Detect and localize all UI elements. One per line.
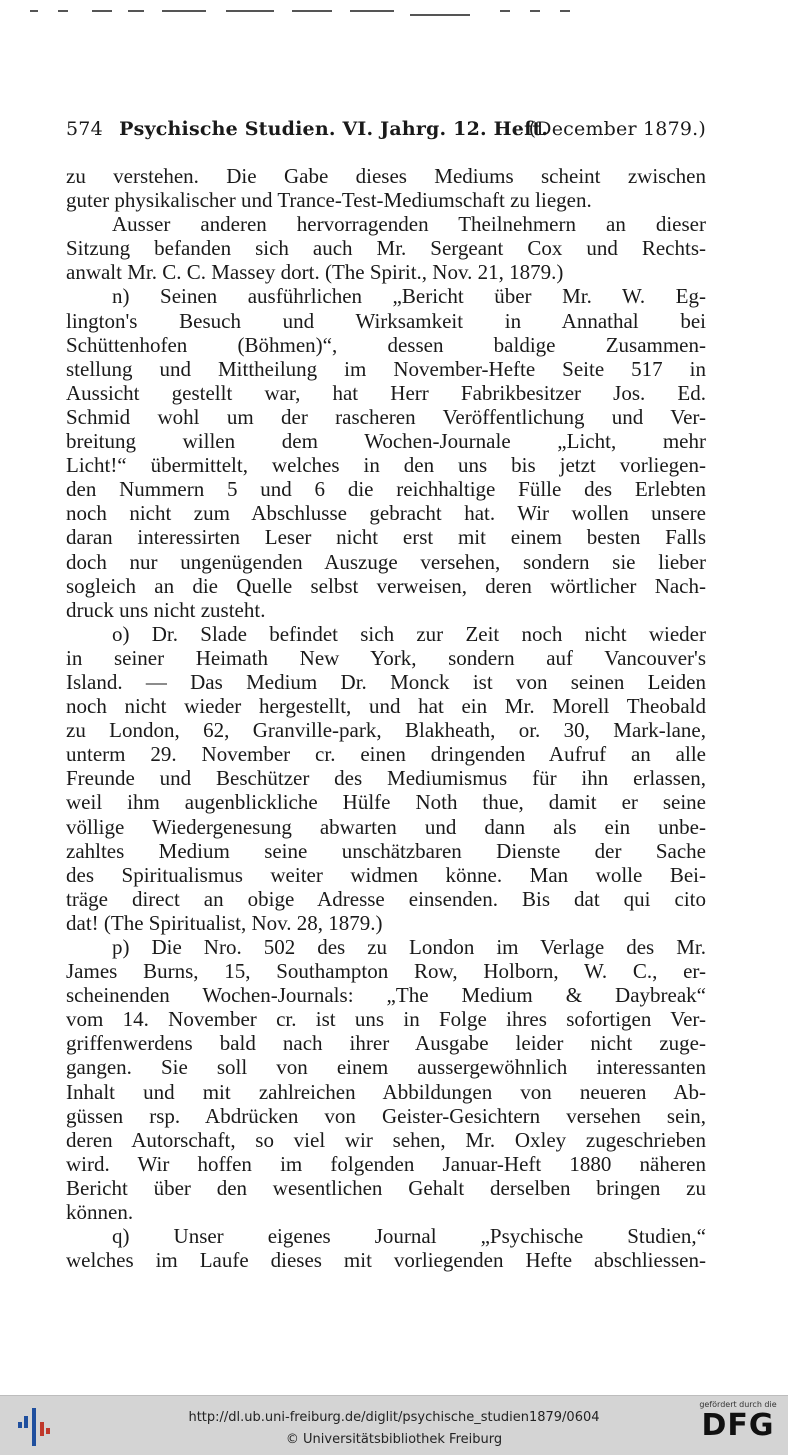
text-line: zu verstehen. Die Gabe dieses Mediums scheint zwischen (66, 164, 706, 188)
text-line: weil ihm augenblickliche Hülfe Noth thue, damit er seine (66, 790, 706, 815)
text-line: noch nicht wieder hergestellt, und hat ein Mr. Morell Theobald (66, 694, 706, 719)
text-line: doch nur ungenügenden Auszuge versehen, sondern sie lieber (66, 549, 706, 574)
text-line: träge direct an obige Adresse einsenden. Bis dat qui cito (66, 886, 706, 911)
text-line: daran interessirten Leser nicht erst mit einem besten Falls (66, 525, 706, 550)
text-line: dat! (The Spiritualist, Nov. 28, 1879.) (66, 910, 383, 935)
text-line: o) Dr. Slade befindet sich zur Zeit noch nicht wieder (112, 621, 706, 646)
text-line: lington's Besuch und Wirksamkeit in Annathal bei (66, 308, 706, 333)
text-line: des Spiritualismus weiter widmen könne. Man wolle Bei- (66, 862, 706, 887)
text-line: p) Die Nro. 502 des zu London im Verlage des Mr. (112, 935, 706, 959)
text-line: druck uns nicht zusteht. (66, 597, 266, 622)
dfg-logo-icon: DFG (701, 1408, 775, 1443)
running-head-title: Psychische Studien. VI. Jahrg. 12. Heft. (119, 118, 549, 140)
text-line: noch nicht zum Abschlusse gebracht hat. Wir wollen unsere (66, 501, 706, 526)
text-line: James Burns, 15, Southampton Row, Holborn, W. C., er- (66, 959, 706, 984)
page-body-text (66, 164, 706, 1272)
text-line: Island. — Das Medium Dr. Monck ist von seinen Leiden (66, 669, 706, 694)
text-line: Ausser anderen hervorragenden Theilnehmern an dieser (112, 212, 706, 237)
text-line: Freunde und Beschützer des Mediumismus für ihn erlassen, (66, 766, 706, 791)
text-line: scheinenden Wochen-Journals: „The Medium & Daybreak“ (66, 983, 706, 1008)
text-line: welches im Laufe dieses mit vorliegenden Hefte abschliessen- (66, 1248, 706, 1273)
text-line: sogleich an die Quelle selbst verweisen, deren wörtlicher Nach- (66, 573, 706, 598)
text-line: deren Autorschaft, so viel wir sehen, Mr. Oxley zugeschrieben (66, 1127, 706, 1152)
text-line: Bericht über den wesentlichen Gehalt derselben bringen zu (66, 1175, 706, 1200)
source-url[interactable]: http://dl.ub.uni-freiburg.de/diglit/psychische_studien1879/0604 (188, 1410, 600, 1425)
text-line: griffenwerdens bald nach ihrer Ausgabe leider nicht zuge- (66, 1031, 706, 1056)
text-line: Inhalt und mit zahlreichen Abbildungen von neueren Ab- (66, 1079, 706, 1104)
copyright-notice: © Universitätsbibliothek Freiburg (285, 1432, 503, 1447)
scan-edge-artifacts (30, 6, 720, 20)
text-line: breitung willen dem Wochen-Journale „Licht, mehr (66, 429, 706, 454)
running-head (66, 118, 706, 140)
viewer-footer (0, 1395, 788, 1455)
text-line: wird. Wir hoffen im folgenden Januar-Heft 1880 näheren (66, 1151, 706, 1176)
text-line: Sitzung befanden sich auch Mr. Sergeant Cox und Rechts- (66, 236, 706, 261)
text-line: Licht!“ übermittelt, welches in den uns bis jetzt vorliegen- (66, 453, 706, 478)
text-line: gangen. Sie soll von einem aussergewöhnlich interessanten (66, 1055, 706, 1080)
dfg-claim-text: gefördert durch die (699, 1400, 777, 1409)
text-line: q) Unser eigenes Journal „Psychische Studien,“ (112, 1224, 706, 1249)
text-line: Aussicht gestellt war, hat Herr Fabrikbesitzer Jos. Ed. (66, 380, 706, 405)
text-line: güssen rsp. Abdrücken von Geister-Gesichtern versehen sein, (66, 1103, 706, 1128)
text-line: guter physikalischer und Trance-Test-Mediumschaft zu liegen. (66, 188, 592, 213)
text-line: den Nummern 5 und 6 die reichhaltige Fülle des Erlebten (66, 477, 706, 502)
text-line: stellung und Mittheilung im November-Hefte Seite 517 in (66, 356, 706, 381)
text-line: Schmid wohl um der rascheren Veröffentlichung und Ver- (66, 404, 706, 429)
running-head-date: (December 1879.) (528, 118, 706, 140)
text-line: unterm 29. November cr. einen dringenden Aufruf an alle (66, 742, 706, 767)
text-line: völlige Wiedergenesung abwarten und dann als ein unbe- (66, 814, 706, 839)
text-line: zu London, 62, Granville-park, Blakheath, or. 30, Mark-lane, (66, 718, 706, 743)
page-number: 574 (66, 118, 103, 140)
text-line: zahltes Medium seine unschätzbaren Dienste der Sache (66, 838, 706, 863)
text-line: n) Seinen ausführlichen „Bericht über Mr. W. Eg- (112, 284, 706, 309)
text-line: in seiner Heimath New York, sondern auf Vancouver's (66, 645, 706, 670)
dfg-funding-logo (696, 1400, 780, 1452)
text-line: können. (66, 1200, 134, 1225)
text-line: Schüttenhofen (Böhmen)“, dessen baldige Zusammen- (66, 332, 706, 357)
text-line: vom 14. November cr. ist uns in Folge ihres sofortigen Ver- (66, 1007, 706, 1032)
text-line: anwalt Mr. C. C. Massey dort. (The Spirit., Nov. 21, 1879.) (66, 260, 564, 285)
